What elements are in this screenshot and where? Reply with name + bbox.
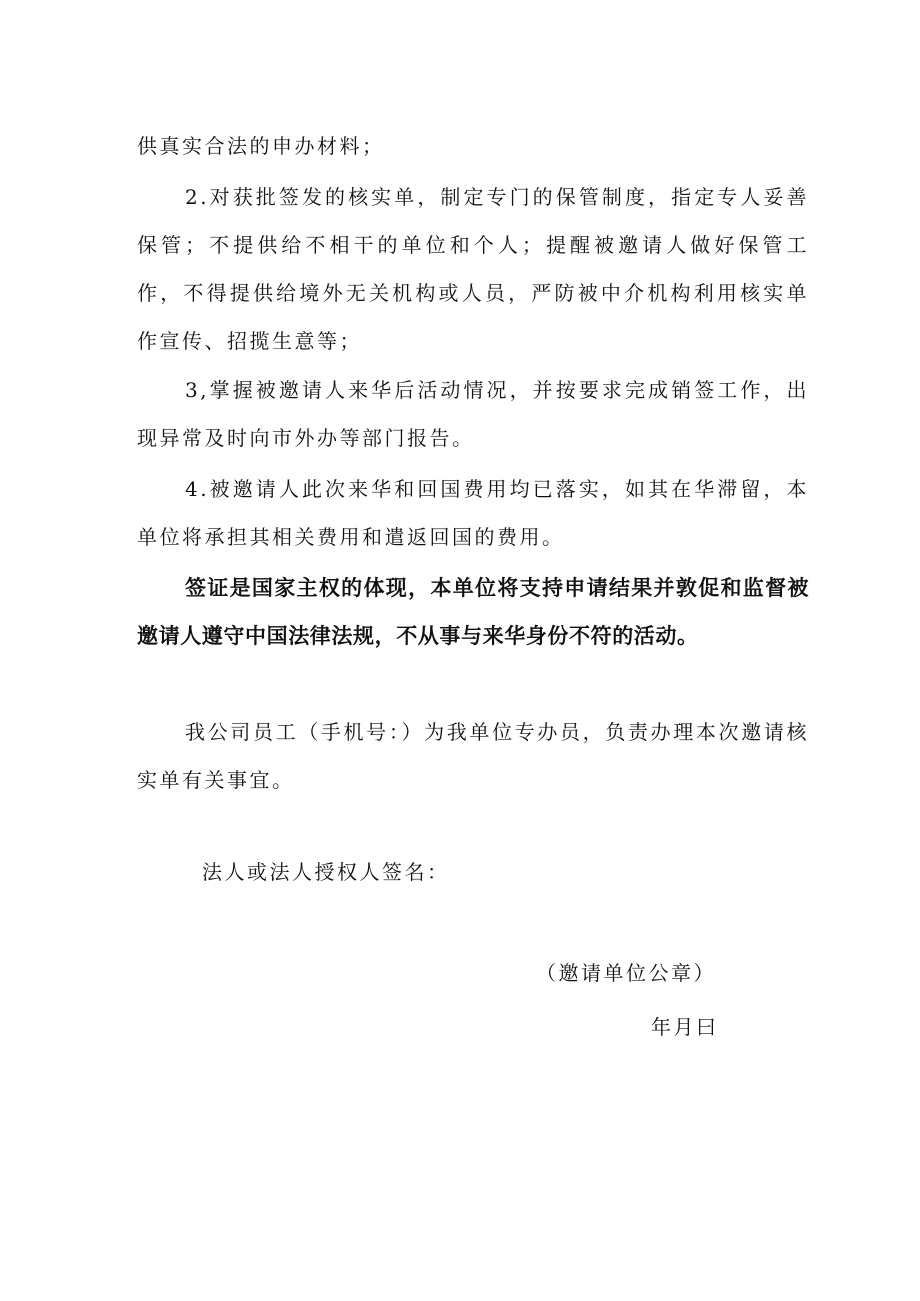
paragraph-item-2: 2.对获批签发的核实单，制定专门的保管制度，指定专人妥善保管；不提供给不相干的单位和个人；提醒被邀请人做好保管工作，不得提供给境外无关机构或人员，严防被中介机构利用核实单作宣传、招揽生意等； [137,185,809,353]
paragraph-designated-staff: 我公司员工（手机号：）为我单位专办员，负责办理本次邀请核实单有关事宜。 [137,720,809,792]
paragraph-materials: 供真实合法的申办材料； [137,134,385,158]
paragraph-item-4: 4.被邀请人此次来华和回国费用均已落实，如其在华滞留，本单位将承担其相关费用和遣返回国的费用。 [137,477,809,549]
paragraph-sovereignty-statement: 签证是国家主权的体现，本单位将支持申请结果并敦促和监督被邀请人遵守中国法律法规，不从事与来华身份不符的活动。 [137,576,809,648]
date-label: 年月曰 [651,1015,719,1039]
signature-label: 法人或法人授权人签名： [202,860,450,884]
seal-label: （邀请单位公章） [536,961,716,985]
paragraph-item-3: 3,掌握被邀请人来华后活动情况，并按要求完成销签工作，出现异常及时向市外办等部门报告。 [137,378,809,450]
